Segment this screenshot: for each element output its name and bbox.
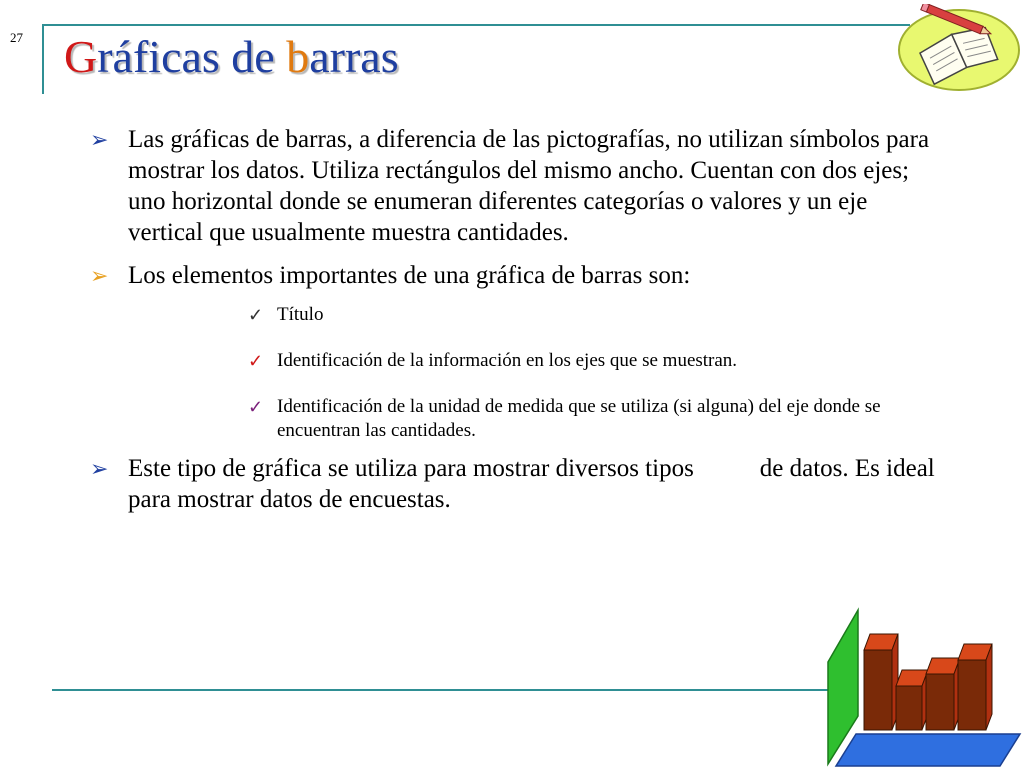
bullet-text-part2: de datos. Es ideal para mostrar datos de encuestas. xyxy=(128,455,935,513)
bullet-text-part1: Este tipo de gráfica se utiliza para mostrar diversos tipos xyxy=(128,455,694,482)
sub-item-text: Identificación de la información en los ejes que se muestran. xyxy=(277,350,738,371)
sub-item xyxy=(240,395,900,443)
arrow-bullet-icon: ➢ xyxy=(90,127,109,152)
title-letter-g: G xyxy=(64,31,98,82)
check-icon: ✓ xyxy=(248,351,264,371)
bar-chart-icon xyxy=(822,604,1022,768)
slide-number: 27 xyxy=(10,30,23,45)
bullet-text: Los elementos importantes de una gráfica de barras son: xyxy=(128,262,691,289)
sub-item xyxy=(240,303,900,327)
bullet-item xyxy=(90,124,940,248)
sub-item-text: Identificación de la unidad de medida que se utiliza (si alguna) del eje donde se encuentran las cantidades. xyxy=(277,396,881,441)
check-icon: ✓ xyxy=(248,305,264,325)
title-text-2: arras xyxy=(309,31,399,82)
sub-list xyxy=(240,303,900,443)
arrow-bullet-icon: ➢ xyxy=(90,456,109,481)
sub-item-text: Título xyxy=(277,304,324,325)
title-text-1: ráficas de xyxy=(97,31,287,82)
top-rule xyxy=(42,24,910,26)
bullet-item xyxy=(90,453,940,515)
arrow-bullet-icon: ➢ xyxy=(90,263,109,288)
bullet-text: Las gráficas de barras, a diferencia de las pictografías, no utilizan símbolos para mostrar los datos. Utiliza rectángulos del mismo ancho. Cuentan con dos ejes; uno horizontal donde se enumeran diferentes categorías o valores y un eje vertical que usualmente muestra cantidades. xyxy=(128,126,930,246)
left-rule xyxy=(42,24,44,94)
sub-item xyxy=(240,349,900,373)
slide-title xyxy=(64,31,399,82)
slide-content xyxy=(90,124,950,515)
bullet-item xyxy=(90,260,950,291)
check-icon: ✓ xyxy=(248,397,264,417)
title-letter-b: b xyxy=(286,31,310,82)
bottom-rule xyxy=(52,689,842,691)
notebook-pencil-icon xyxy=(896,4,1022,94)
